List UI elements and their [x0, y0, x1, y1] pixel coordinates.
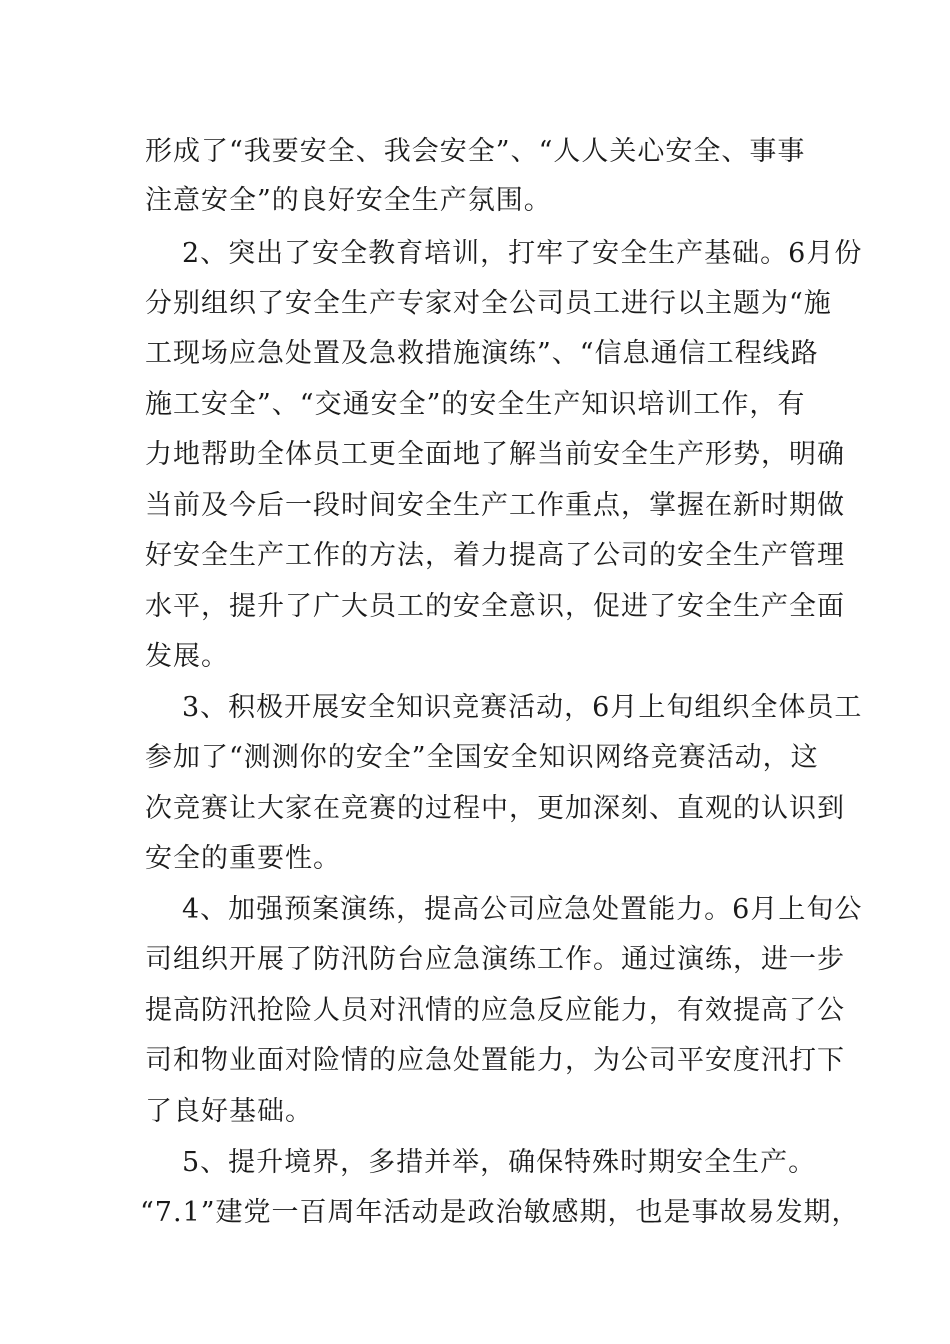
text-line: 3、积极开展安全知识竞赛活动，6月上旬组织全体员工 — [182, 692, 863, 723]
text-line: 安全的重要性。 — [145, 843, 341, 874]
text-line: 力地帮助全体员工更全面地了解当前安全生产形势，明确 — [145, 439, 845, 470]
text-line: 施工安全”、“交通安全”的安全生产知识培训工作，有 — [145, 389, 806, 420]
text-line: 参加了“测测你的安全”全国安全知识网络竞赛活动，这 — [145, 742, 819, 773]
text-line: 形成了“我要安全、我会安全”、“人人关心安全、事事 — [145, 136, 806, 167]
text-line: “7.1”建党一百周年活动是政治敏感期，也是事故易发期， — [140, 1197, 860, 1228]
text-line: 发展。 — [145, 641, 229, 672]
text-line: 2、突出了安全教育培训，打牢了安全生产基础。6月份 — [182, 238, 863, 269]
text-line: 司组织开展了防汛防台应急演练工作。通过演练，进一步 — [145, 944, 845, 975]
text-line: 当前及今后一段时间安全生产工作重点，掌握在新时期做 — [145, 490, 845, 521]
text-line: 分别组织了安全生产专家对全公司员工进行以主题为“施 — [145, 288, 832, 319]
text-line: 了良好基础。 — [145, 1096, 313, 1127]
text-line: 提高防汛抢险人员对汛情的应急反应能力，有效提高了公 — [145, 995, 845, 1026]
text-line: 次竞赛让大家在竞赛的过程中，更加深刻、直观的认识到 — [145, 793, 845, 824]
text-line: 4、加强预案演练，提高公司应急处置能力。6月上旬公 — [182, 894, 863, 925]
text-line: 司和物业面对险情的应急处置能力，为公司平安度汛打下 — [145, 1045, 845, 1076]
text-line: 好安全生产工作的方法，着力提高了公司的安全生产管理 — [145, 540, 845, 571]
text-line: 5、提升境界，多措并举，确保特殊时期安全生产。 — [182, 1147, 817, 1178]
text-line: 注意安全”的良好安全生产氛围。 — [145, 185, 552, 216]
text-line: 工现场应急处置及急救措施演练”、“信息通信工程线路 — [145, 338, 819, 369]
text-line: 水平，提升了广大员工的安全意识，促进了安全生产全面 — [145, 591, 845, 622]
